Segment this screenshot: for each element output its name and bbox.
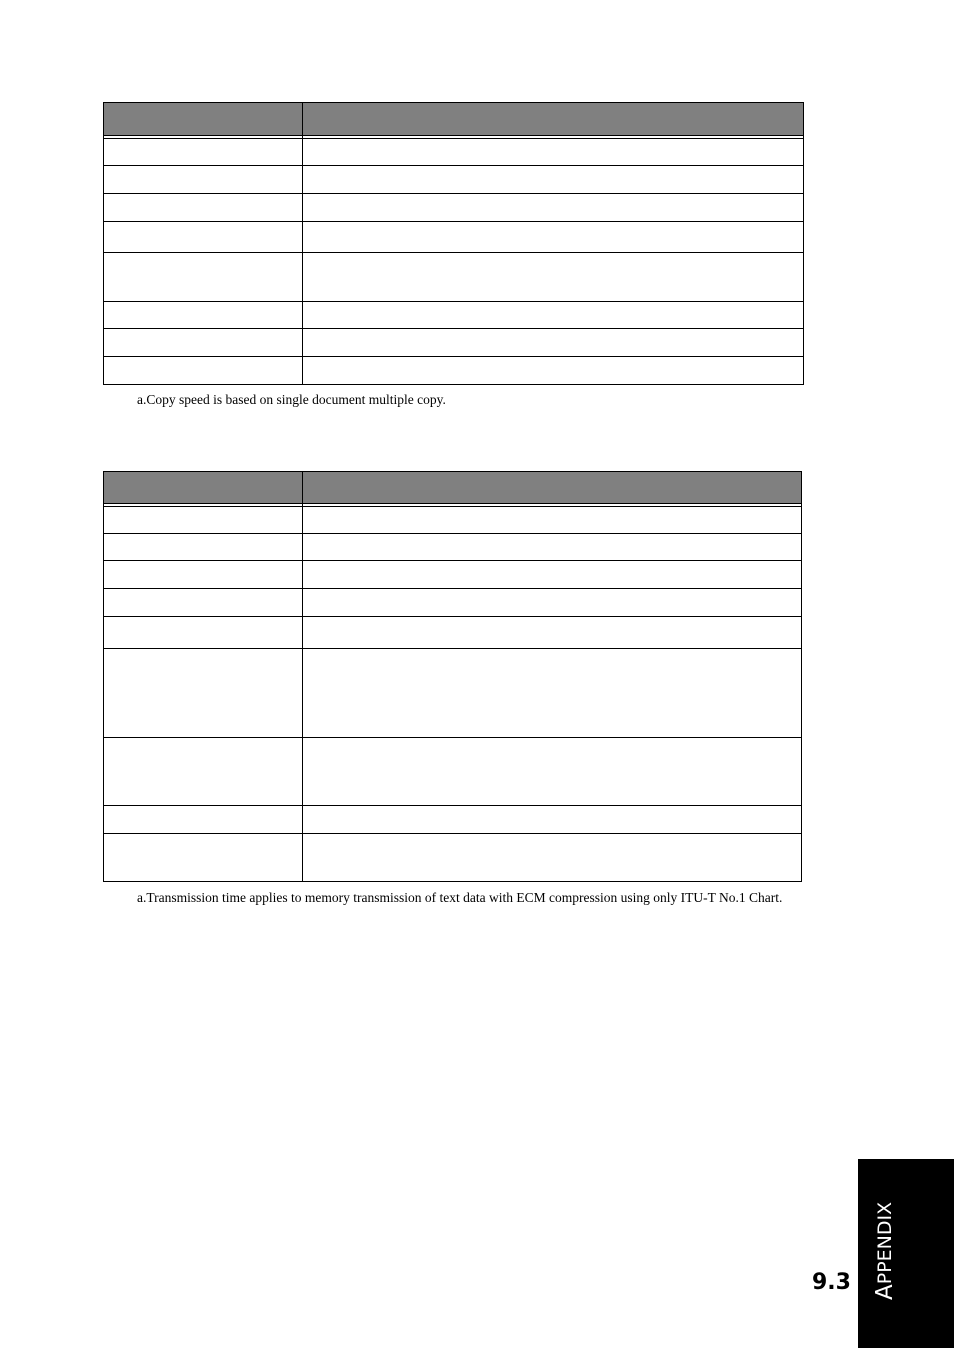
table-cell [303,253,804,302]
table-row [104,357,804,385]
table-cell [104,194,303,222]
table-cell [303,738,802,806]
table-cell [303,329,804,357]
table-cell [104,302,303,329]
table-cell [303,534,802,561]
table-row [104,738,802,806]
table-row [104,534,802,561]
table-cell [303,589,802,617]
fax-specifications-table [103,471,802,882]
header-cell-item [104,472,303,504]
copy-specifications-table [103,102,804,385]
header-cell-description [303,103,804,136]
table-cell [303,806,802,834]
appendix-tab-label [865,1201,905,1300]
table-row [104,561,802,589]
table-cell [104,738,303,806]
table-cell [303,139,804,166]
table-cell [104,806,303,834]
table-cell [303,302,804,329]
copy-speed-footnote: a.Copy speed is based on single document multiple copy. [137,392,446,407]
table-row [104,253,804,302]
appendix-label-initial: A [872,1284,898,1300]
table-row [104,329,804,357]
table-cell [303,222,804,253]
table-cell [104,507,303,534]
table-row [104,589,802,617]
table-cell [303,507,802,534]
table-cell [303,166,804,194]
appendix-label-rest: PPENDIX [874,1201,896,1285]
page-number: 9.3 [812,1270,851,1295]
table-cell [303,561,802,589]
table-cell [303,649,802,738]
table-cell [104,834,303,882]
table-row [104,139,804,166]
table-cell [303,357,804,385]
table-cell [303,834,802,882]
table-row [104,507,802,534]
table-cell [104,253,303,302]
table-row [104,806,802,834]
table-row [104,166,804,194]
table-cell [104,561,303,589]
table-row [104,222,804,253]
table-header-row [104,472,802,504]
table-row [104,649,802,738]
table-row [104,302,804,329]
table-cell [104,534,303,561]
table-cell [104,357,303,385]
table-cell [303,617,802,649]
table-row [104,194,804,222]
table-cell [104,329,303,357]
table-cell [104,617,303,649]
table-cell [104,139,303,166]
table-row [104,834,802,882]
header-cell-description [303,472,802,504]
header-cell-item [104,103,303,136]
table-row [104,617,802,649]
table-cell [104,222,303,253]
table-cell [303,194,804,222]
table-cell [104,589,303,617]
table-header-row [104,103,804,136]
table-cell [104,166,303,194]
table-cell [104,649,303,738]
transmission-time-footnote: a.Transmission time applies to memory transmission of text data with ECM compression using only ITU-T No.1 Chart. [137,890,783,905]
